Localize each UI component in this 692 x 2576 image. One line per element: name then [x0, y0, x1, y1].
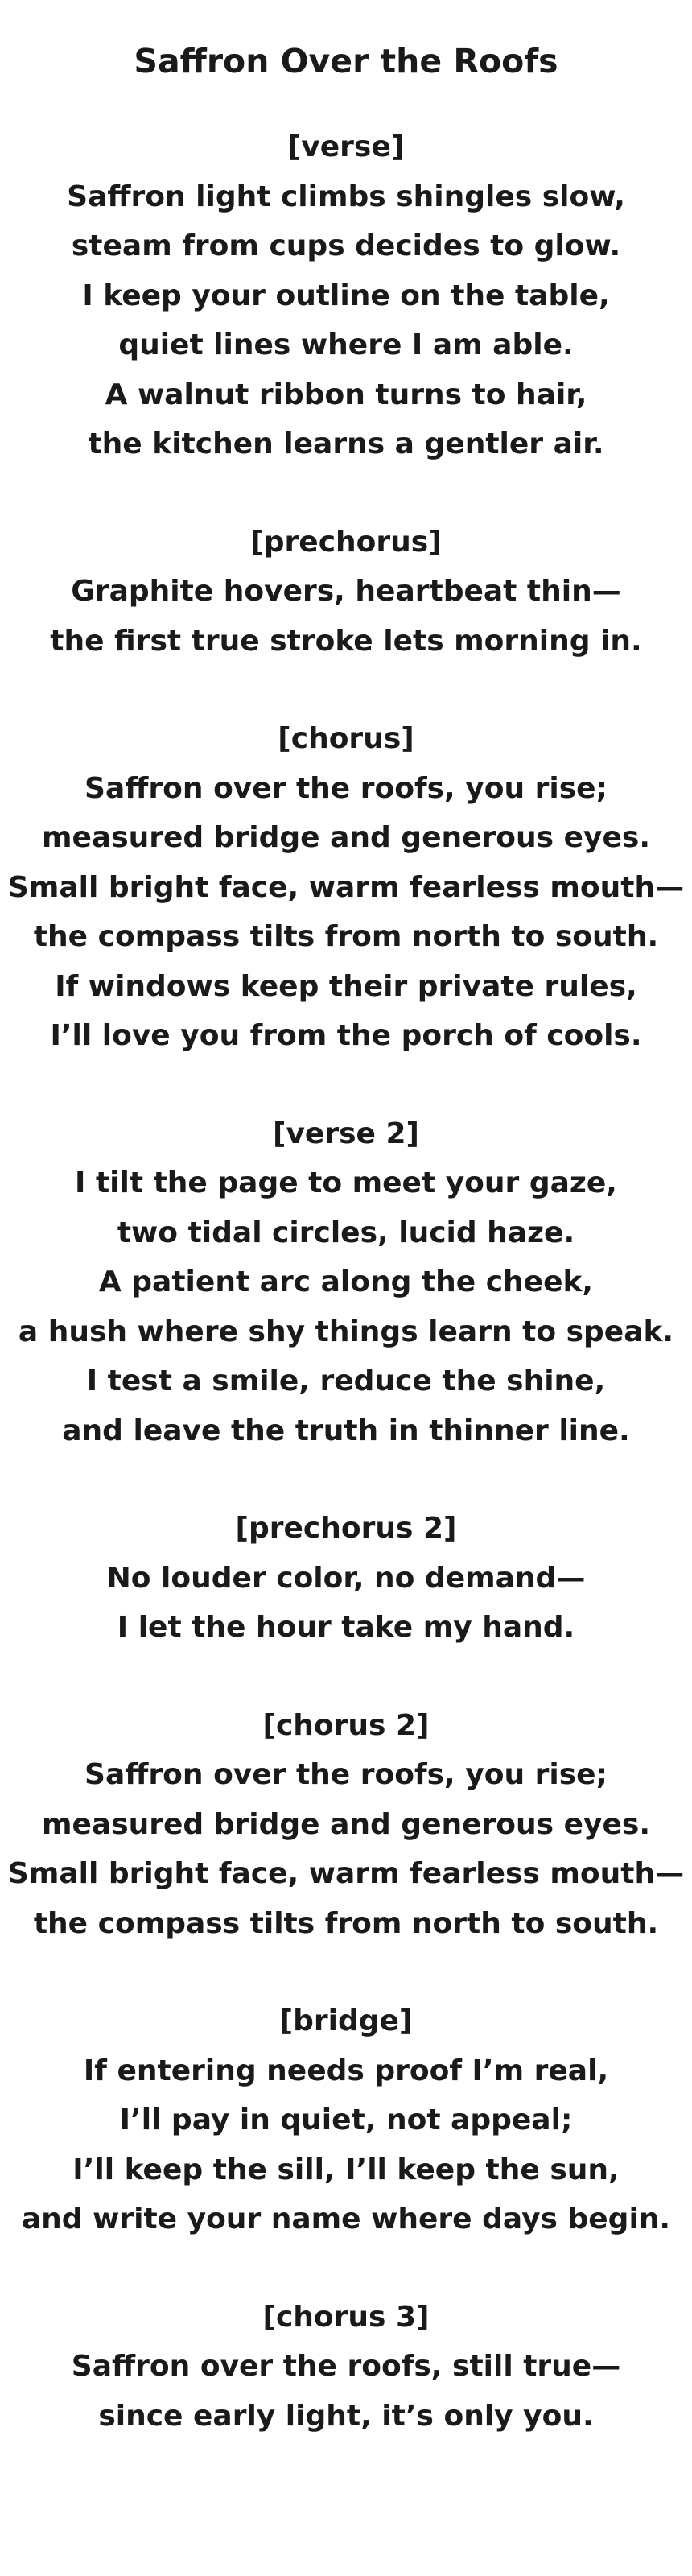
lyric-line: If entering needs proof I’m real,: [83, 2054, 609, 2087]
lyric-line: and leave the truth in thinner line.: [62, 1414, 630, 1447]
section-label: [chorus]: [278, 722, 414, 755]
lyric-line: No louder color, no demand—: [106, 1561, 586, 1595]
lyric-line: A walnut ribbon turns to hair,: [105, 378, 587, 411]
lyric-line: I tilt the page to meet your gaze,: [75, 1166, 617, 1199]
lyric-section: [0, 1109, 692, 1456]
lyric-section: [0, 122, 692, 469]
section-label: [prechorus]: [250, 525, 442, 559]
lyric-line: and write your name where days begin.: [21, 2202, 671, 2235]
lyric-line: A patient arc along the cheek,: [98, 1265, 594, 1298]
lyric-section: [0, 714, 692, 1061]
lyric-line: the compass tilts from north to south.: [33, 920, 659, 953]
lyric-line: Small bright face, warm fearless mouth—: [7, 1857, 685, 1890]
lyric-line: since early light, it’s only you.: [98, 2399, 594, 2433]
section-label: [prechorus 2]: [235, 1512, 457, 1545]
section-label: [chorus 3]: [262, 2300, 430, 2334]
lyric-line: Small bright face, warm fearless mouth—: [7, 870, 685, 904]
lyric-line: the first true stroke lets morning in.: [50, 624, 642, 658]
lyric-line: I’ll love you from the porch of cools.: [50, 1019, 642, 1052]
lyric-line: two tidal circles, lucid haze.: [117, 1216, 575, 1249]
lyric-line: measured bridge and generous eyes.: [41, 1807, 651, 1841]
lyric-line: I keep your outline on the table,: [82, 279, 610, 312]
lyric-line: quiet lines where I am able.: [118, 328, 574, 361]
lyric-section: [0, 2293, 692, 2442]
lyric-line: I’ll pay in quiet, not appeal;: [119, 2103, 573, 2136]
lyric-line: a hush where shy things learn to speak.: [18, 1315, 674, 1348]
lyric-line: Saffron light climbs shingles slow,: [67, 180, 625, 213]
song-title: Saffron Over the Roofs: [134, 42, 558, 80]
section-label: [verse 2]: [273, 1117, 419, 1150]
lyric-line: Graphite hovers, heartbeat thin—: [71, 575, 621, 608]
lyric-section: [0, 1701, 692, 1949]
lyric-line: Saffron over the roofs, you rise;: [84, 771, 608, 805]
lyric-line: the compass tilts from north to south.: [33, 1906, 659, 1940]
lyric-line: If windows keep their private rules,: [55, 969, 637, 1003]
lyric-line: steam from cups decides to glow.: [71, 229, 621, 262]
lyric-section: [0, 1504, 692, 1653]
lyric-line: I’ll keep the sill, I’ll keep the sun,: [72, 2153, 620, 2186]
lyric-section: [0, 518, 692, 667]
lyric-line: I test a smile, reduce the shine,: [86, 1364, 606, 1397]
lyric-line: I let the hour take my hand.: [117, 1611, 575, 1644]
section-label: [chorus 2]: [262, 1708, 430, 1742]
lyrics-sections: [0, 122, 692, 2441]
lyric-section: [0, 1996, 692, 2244]
section-label: [verse]: [287, 130, 405, 163]
lyric-line: the kitchen learns a gentler air.: [88, 427, 604, 460]
lyric-line: Saffron over the roofs, you rise;: [84, 1758, 608, 1791]
lyric-line: Saffron over the roofs, still true—: [71, 2350, 621, 2383]
lyric-line: measured bridge and generous eyes.: [41, 821, 651, 854]
section-label: [bridge]: [279, 2004, 413, 2037]
